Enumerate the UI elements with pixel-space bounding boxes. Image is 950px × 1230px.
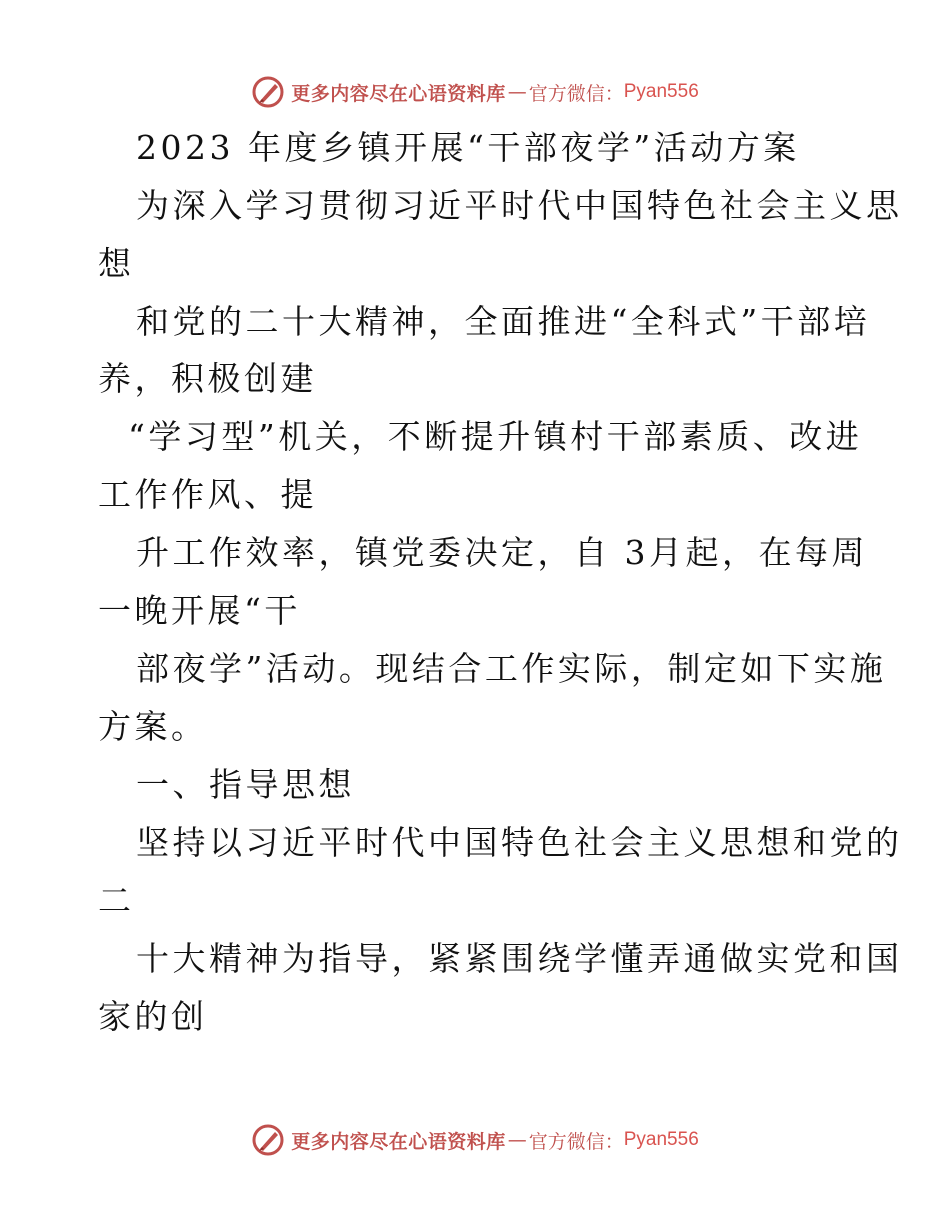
paragraph-line: 部夜学”活动。现结合工作实际，制定如下实施 <box>136 649 887 688</box>
paragraph-line: 家的创 <box>98 997 208 1036</box>
watermark-site-text: 更多内容尽在心语资料库 <box>291 82 506 105</box>
section-heading: 一、指导思想 <box>136 765 355 804</box>
paragraph-line: 坚持以习近平时代中国特色社会主义思想和党的 <box>136 823 903 862</box>
paragraph-line: “学习型”机关，不断提升镇村干部素质、改进 <box>128 417 863 456</box>
footer-watermark <box>0 1120 950 1160</box>
watermark-wechat-label: 官方微信： <box>528 1130 624 1153</box>
quill-logo-icon <box>251 1123 285 1157</box>
paragraph-line: 养，积极创建 <box>98 359 317 398</box>
watermark-dash: — <box>507 81 527 103</box>
quill-logo-icon <box>251 75 285 109</box>
paragraph-line: 升工作效率，镇党委决定，自 3月起，在每周 <box>136 533 868 572</box>
paragraph-line: 十大精神为指导，紧紧围绕学懂弄通做实党和国 <box>136 939 903 978</box>
watermark-site-text: 更多内容尽在心语资料库 <box>291 1130 506 1153</box>
watermark-wechat-label: 官方微信： <box>528 82 624 105</box>
paragraph-line: 一晚开展“干 <box>98 591 301 630</box>
paragraph-line: 工作作风、提 <box>98 475 317 514</box>
paragraph-line: 方案。 <box>98 707 208 746</box>
paragraph-line: 为深入学习贯彻习近平时代中国特色社会主义思 <box>136 186 903 225</box>
paragraph-line: 二 <box>98 881 135 920</box>
watermark-wechat-id: Pyan556 <box>623 1129 699 1150</box>
watermark-wechat-id: Pyan556 <box>623 81 699 102</box>
header-watermark <box>0 72 950 112</box>
paragraph-line: 想 <box>98 244 135 283</box>
document-title: 2023 年度乡镇开展“干部夜学”活动方案 <box>136 128 800 167</box>
watermark-dash: — <box>507 1129 527 1151</box>
paragraph-line: 和党的二十大精神，全面推进“全科式”干部培 <box>136 302 871 341</box>
